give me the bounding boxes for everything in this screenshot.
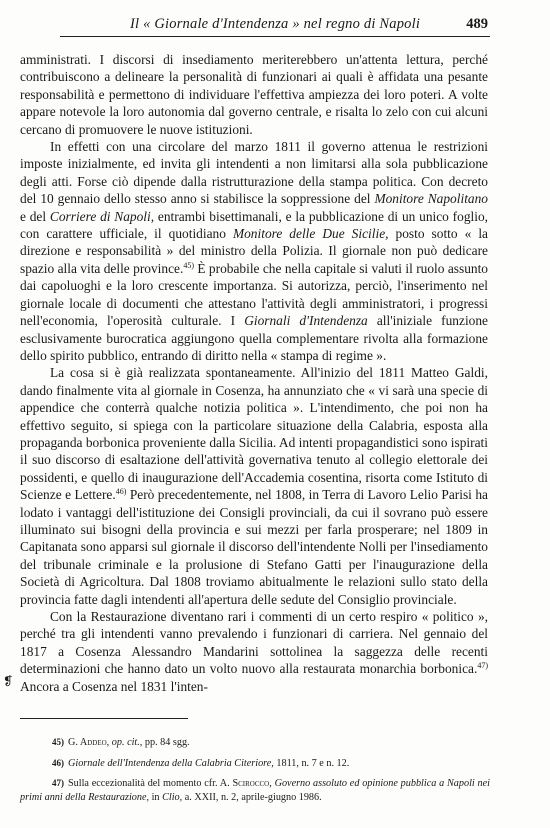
paragraph-1 bbox=[20, 51, 488, 138]
running-header bbox=[60, 14, 490, 37]
p3-text-a: La cosa si è già realizzata spontaneamente. All'inizio del 1811 Matteo Galdi, dando finalmente vita al giornale in Cosenza, ha annunziato che « vi sarà una specie di appendice che conterrà qualche notizia politica ». L'intendimento, che poi non ha effettivo seguito, si spiega con la particolare situazione della Calabria, esposta alla propaganda borbonica proveniente dalla Sicilia. Ad intenti propagandistici sono ispirati il suo discorso di esaltazione dell'attività governativa tenuto al collegio elettorale dei possidenti, e quello di inaugurazione dell'Accademia cosentina, risorta come Istituto di Scienze e Lettere. bbox=[20, 365, 488, 503]
footnote-citation: op. cit., bbox=[109, 737, 143, 748]
footnote-title: Governo assoluto ed opinione pubblica a Napoli nei primi anni della Restaurazione, bbox=[20, 778, 490, 803]
p2-title-monitore-due-sicilie: Monitore delle Due Sicilie, bbox=[232, 226, 389, 242]
p4-text-b: Ancora a Cosenza nel 1831 l'inten- bbox=[20, 678, 208, 694]
running-title: Il « Giornale d'Intendenza » nel regno di Napoli bbox=[130, 16, 421, 32]
p3-text-b: Però precedentemente, nel 1808, in Terra di Lavoro Lelio Parisi ha lodato i vantaggi dell'istituzione dei Consigli provinciali, da cui il sovrano può essere illuminato sui bisogni della provincia e sui mezzi per farla prosperare; nel 1809 in Capitanata sono apparsi sul giornale il discorso dell'intendente Nolli per l'insediamento del tribunale criminale e la prolusione di Stefano Gatti per l'inaugurazione della Società di Agricoltura. Dal 1808 troviamo abitualmente le relazioni sullo stato della provincia fatte dagli intendenti all'apertura delle sedute del Consiglio provinciale. bbox=[20, 487, 488, 607]
footnote-author: Scirocco, bbox=[232, 778, 272, 790]
footnote-author: G. Addeo, bbox=[68, 737, 110, 748]
paragraph-1-text: amministrati. I discorsi di insediamento meriterebbero un'attenta lettura, perché contribuiscono a delineare la personalità di funzionari ai quali è affidata una pesante responsabilità e permettono di individuare l'effettiva ampiezza dei loro poteri. A volte appare notevole la loro autonomia dal governo centrale, e risalta lo zelo con cui alcuni cercano di promuovere le nuove istituzioni. bbox=[20, 52, 488, 137]
footnote-number: 46) bbox=[52, 757, 64, 768]
page-number: 489 bbox=[466, 16, 488, 32]
footnote-mid: in bbox=[149, 791, 163, 803]
p2-title-monitore-napolitano: Monitore Napolitano bbox=[374, 191, 488, 207]
p2-text-c: entrambi bisettimanali, e la pubblicazione di un unico foglio, con carattere ufficiale, il quotidiano bbox=[20, 208, 489, 242]
footnote-ref-45[interactable]: 45) bbox=[183, 260, 194, 270]
paragraph-4 bbox=[20, 608, 488, 695]
footnote-issue: a. XXII, n. 2, aprile-giugno 1986. bbox=[182, 791, 322, 803]
footnotes bbox=[20, 736, 490, 811]
p2-title-corriere: Corriere di Napoli, bbox=[49, 208, 155, 224]
footnote-journal: Clio, bbox=[162, 791, 183, 803]
p2-title-giornali: Giornali d'Intendenza bbox=[244, 313, 368, 329]
footnote-47 bbox=[20, 777, 490, 804]
p2-text-a: In effetti con una circolare del marzo 1811 il governo attenua le restrizioni imposte inizialmente, ed invita gli intendenti a non limitarsi alla sola pubblicazione degli atti. Forse ciò dipende dalla ristrutturazione della stampa politica. Con decreto del 10 gennaio dello stesso anno si stabilisce la soppressione del bbox=[20, 139, 488, 207]
footnote-ref-46[interactable]: 46) bbox=[115, 487, 127, 497]
footnote-pages: pp. 84 sgg. bbox=[142, 737, 190, 748]
footnote-number: 47) bbox=[52, 778, 64, 789]
p2-text-d: posto sotto « la direzione e responsabilità » del ministro della Polizia. Il giornale non può dedicare spazio alla vita delle province. bbox=[20, 226, 489, 276]
p2-text-b: e del bbox=[20, 208, 50, 224]
margin-mark-icon: ❡ bbox=[3, 674, 14, 688]
footnote-ref-47[interactable]: 47) bbox=[477, 661, 488, 671]
footnote-46 bbox=[20, 757, 490, 771]
paragraph-2 bbox=[20, 138, 488, 364]
footnote-45 bbox=[20, 736, 490, 750]
footnote-issue: 1811, n. 7 e n. 12. bbox=[273, 757, 350, 769]
footnote-title: Giornale dell'Intendenza della Calabria Citeriore, bbox=[68, 757, 274, 769]
p4-text-a: Con la Restaurazione diventano rari i commenti di un certo respiro « politico », perché tra gli intendenti vanno prevalendo i funzionari di carriera. Nel gennaio del 1817 a Cosenza Alessandro Mandarini sottolinea la saggezza delle recenti determinazioni che hanno dato un volto nuovo alla restaurata monarchia borbonica. bbox=[20, 609, 488, 677]
footnote-number: 45) bbox=[52, 737, 64, 747]
p2-text-e: È probabile che nella capitale si valuti il ruolo assunto dai capoluoghi e la loro crescente importanza. Si autorizza, perciò, l'inserimento nel giornale locale di documenti che attestano l'attività degli amministratori, i progressi nell'economia, l'operosità culturale. I bbox=[20, 260, 488, 329]
footnote-pre: Sulla eccezionalità del momento cfr. A. bbox=[68, 778, 233, 790]
p2-text-f: all'iniziale funzione esclusivamente burocratica aggiungono quella complementare rivolta alla formazione dello spirito pubblico, entrando di diritto nella « stampa di regime ». bbox=[20, 313, 488, 363]
main-text bbox=[20, 51, 488, 695]
footnote-divider bbox=[20, 718, 188, 719]
paragraph-3 bbox=[20, 364, 488, 608]
